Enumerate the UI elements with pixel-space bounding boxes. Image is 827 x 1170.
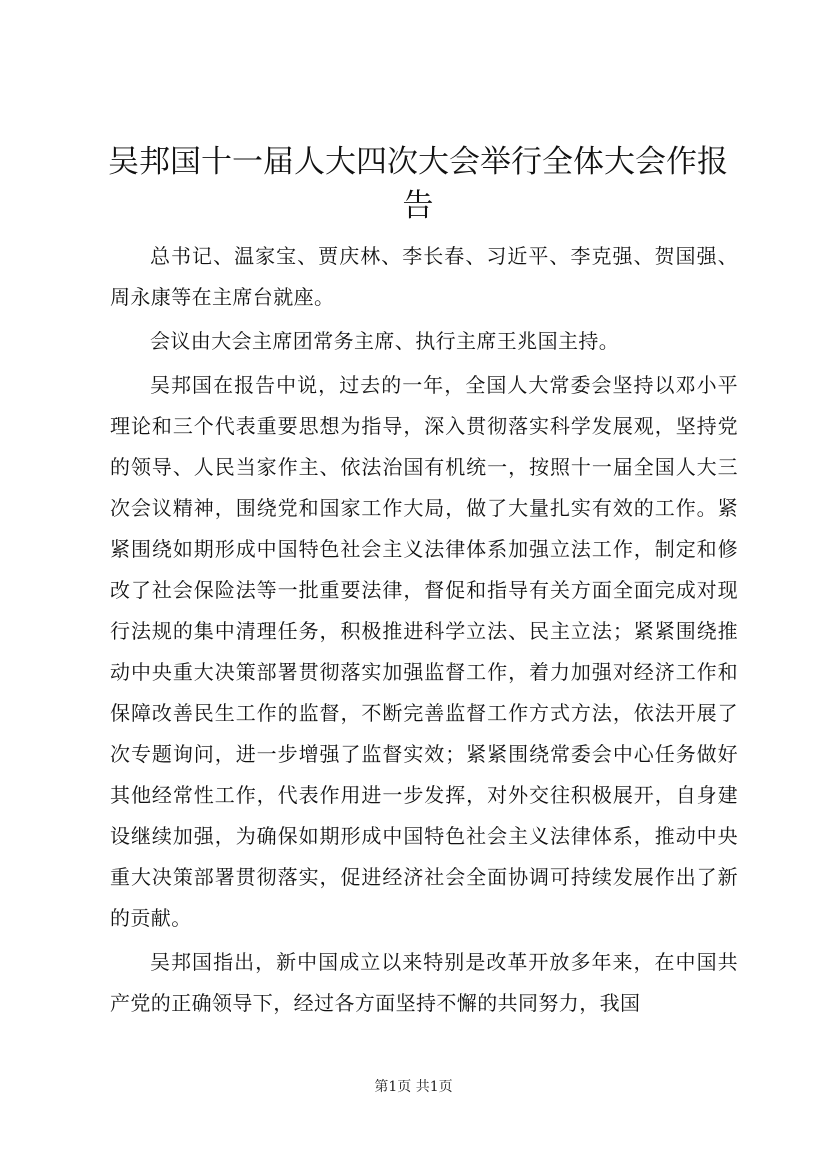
paragraph-3: 吴邦国在报告中说，过去的一年，全国人大常委会坚持以邓小平理论和三个代表重要思想为指导，深入贯彻落实科学发展观，坚持党的领导、人民当家作主、依法治国有机统一，按照十一届全国人大三次会议精神，围绕党和国家工作大局，做了大量扎实有效的工作。紧紧围绕如期形成中国特色社会主义法律体系加强立法工作，制定和修改了社会保险法等一批重要法律，督促和指导有关方面全面完成对现行法规的集中清理任务，积极推进科学立法、民主立法；紧紧围绕推动中央重大决策部署贯彻落实加强监督工作，着力加强对经济工作和保障改善民生工作的监督，不断完善监督工作方式方法，依法开展了次专题询问，进一步增强了监督实效；紧紧围绕常委会中心任务做好其他经常性工作，代表作用进一步发挥，对外交往积极展开，自身建设继续加强，为确保如期形成中国特色社会主义法律体系，推动中央重大决策部署贯彻落实，促进经济社会全面协调可持续发展作出了新的贡献。 (110, 373, 738, 930)
document-title: 吴邦国十一届人大四次大会举行全体大会作报告 (108, 144, 728, 224)
paragraph-4: 吴邦国指出，新中国成立以来特别是改革开放多年来，在中国共产党的正确领导下，经过各方面坚持不懈的共同努力，我国 (110, 950, 738, 1015)
paragraph-2: 会议由大会主席团常务主席、执行主席王兆国主持。 (150, 329, 620, 353)
paragraph-1: 总书记、温家宝、贾庆林、李长春、习近平、李克强、贺国强、周永康等在主席台就座。 (110, 244, 738, 309)
page-footer: 第1页 共1页 (374, 1079, 453, 1095)
document-body (110, 236, 738, 1027)
